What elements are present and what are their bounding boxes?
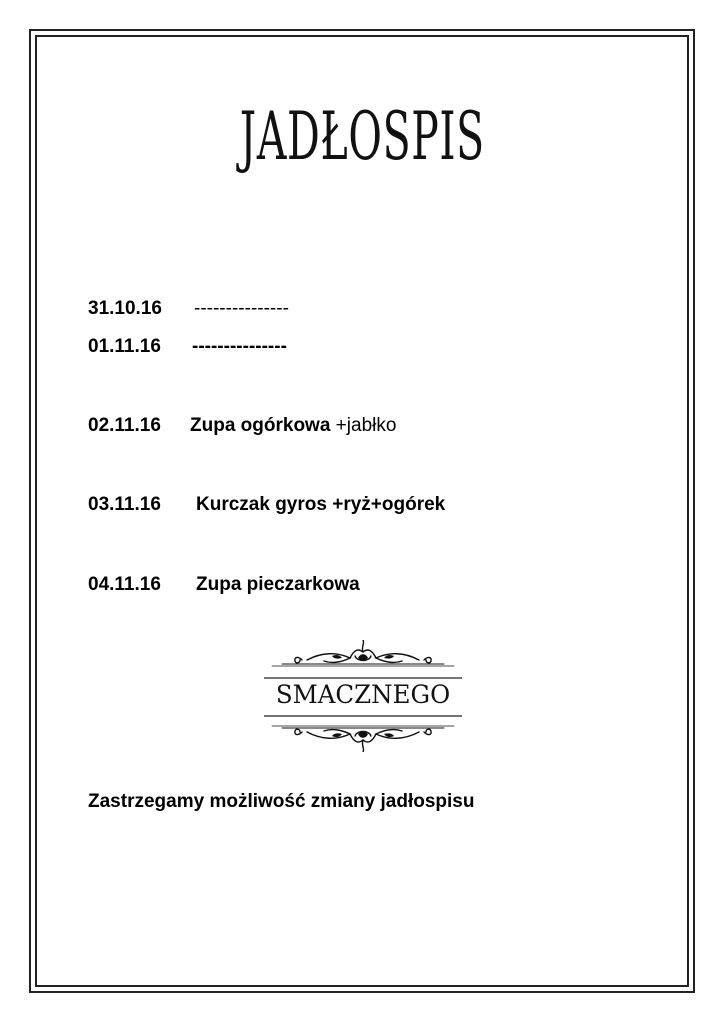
- menu-row: [88, 296, 289, 322]
- menu-dish: Zupa ogórkowa: [190, 415, 331, 436]
- menu-date: 03.11.16: [88, 494, 161, 515]
- top-flourish-icon: [272, 640, 454, 666]
- menu-dish: ---------------: [192, 336, 287, 357]
- menu-dish: Zupa pieczarkowa: [196, 574, 360, 595]
- disclaimer-note: Zastrzegamy możliwość zmiany jadłospisu: [88, 791, 475, 812]
- page-title: JADŁOSPIS: [239, 98, 485, 175]
- menu-date: 02.11.16: [88, 415, 161, 436]
- menu-date: 04.11.16: [88, 574, 161, 595]
- menu-row: [88, 413, 396, 439]
- logo-text: SMACZNEGO: [275, 680, 451, 709]
- menu-dish: Kurczak gyros +ryż+ogórek: [196, 494, 446, 515]
- bottom-flourish-icon: [272, 726, 454, 752]
- menu-extra: +jabłko: [330, 415, 397, 436]
- menu-date: 01.11.16: [88, 336, 161, 357]
- menu-row: [88, 572, 360, 598]
- menu-row: [88, 334, 287, 360]
- menu-dish: ---------------: [194, 298, 289, 319]
- menu-date: 31.10.16: [88, 298, 162, 319]
- menu-row: [88, 492, 445, 518]
